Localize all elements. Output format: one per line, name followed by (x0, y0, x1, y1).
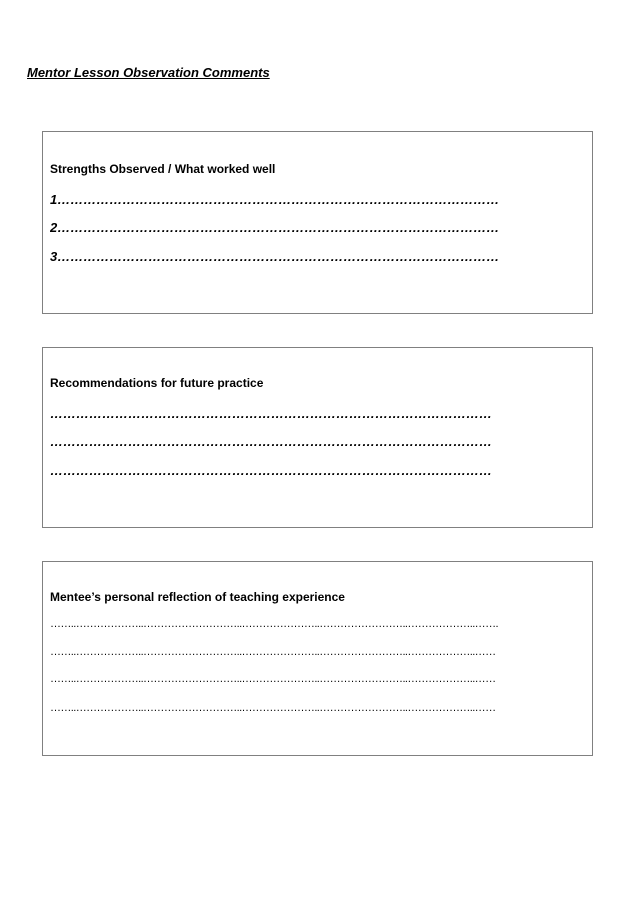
strengths-line-3: 3………………………………………………………………………………………… (50, 249, 500, 264)
strengths-section (42, 131, 593, 314)
reflection-line-1: ……..………………..………………………..…………………..……………………..………………..……. (50, 618, 498, 630)
reflection-line-2: ……..………………..………………………..…………………..……………………..………………..…… (50, 646, 496, 658)
strengths-line-2: 2………………………………………………………………………………………… (50, 220, 500, 235)
recommendations-line-1: ………………………………………………………………………………………… (50, 406, 492, 421)
document-title: Mentor Lesson Observation Comments (27, 65, 270, 80)
strengths-line-1: 1………………………………………………………………………………………… (50, 192, 500, 207)
strengths-heading: Strengths Observed / What worked well (50, 162, 276, 176)
reflection-line-3: ……..………………..………………………..…………………..……………………..………………..…… (50, 673, 496, 685)
recommendations-section (42, 347, 593, 528)
recommendations-heading: Recommendations for future practice (50, 376, 264, 390)
reflection-line-4: ……..………………..………………………..…………………..……………………..………………..…… (50, 702, 496, 714)
reflection-section (42, 561, 593, 756)
recommendations-line-2: ………………………………………………………………………………………… (50, 434, 492, 449)
reflection-heading: Mentee’s personal reflection of teaching experience (50, 590, 345, 604)
recommendations-line-3: ………………………………………………………………………………………… (50, 463, 492, 478)
